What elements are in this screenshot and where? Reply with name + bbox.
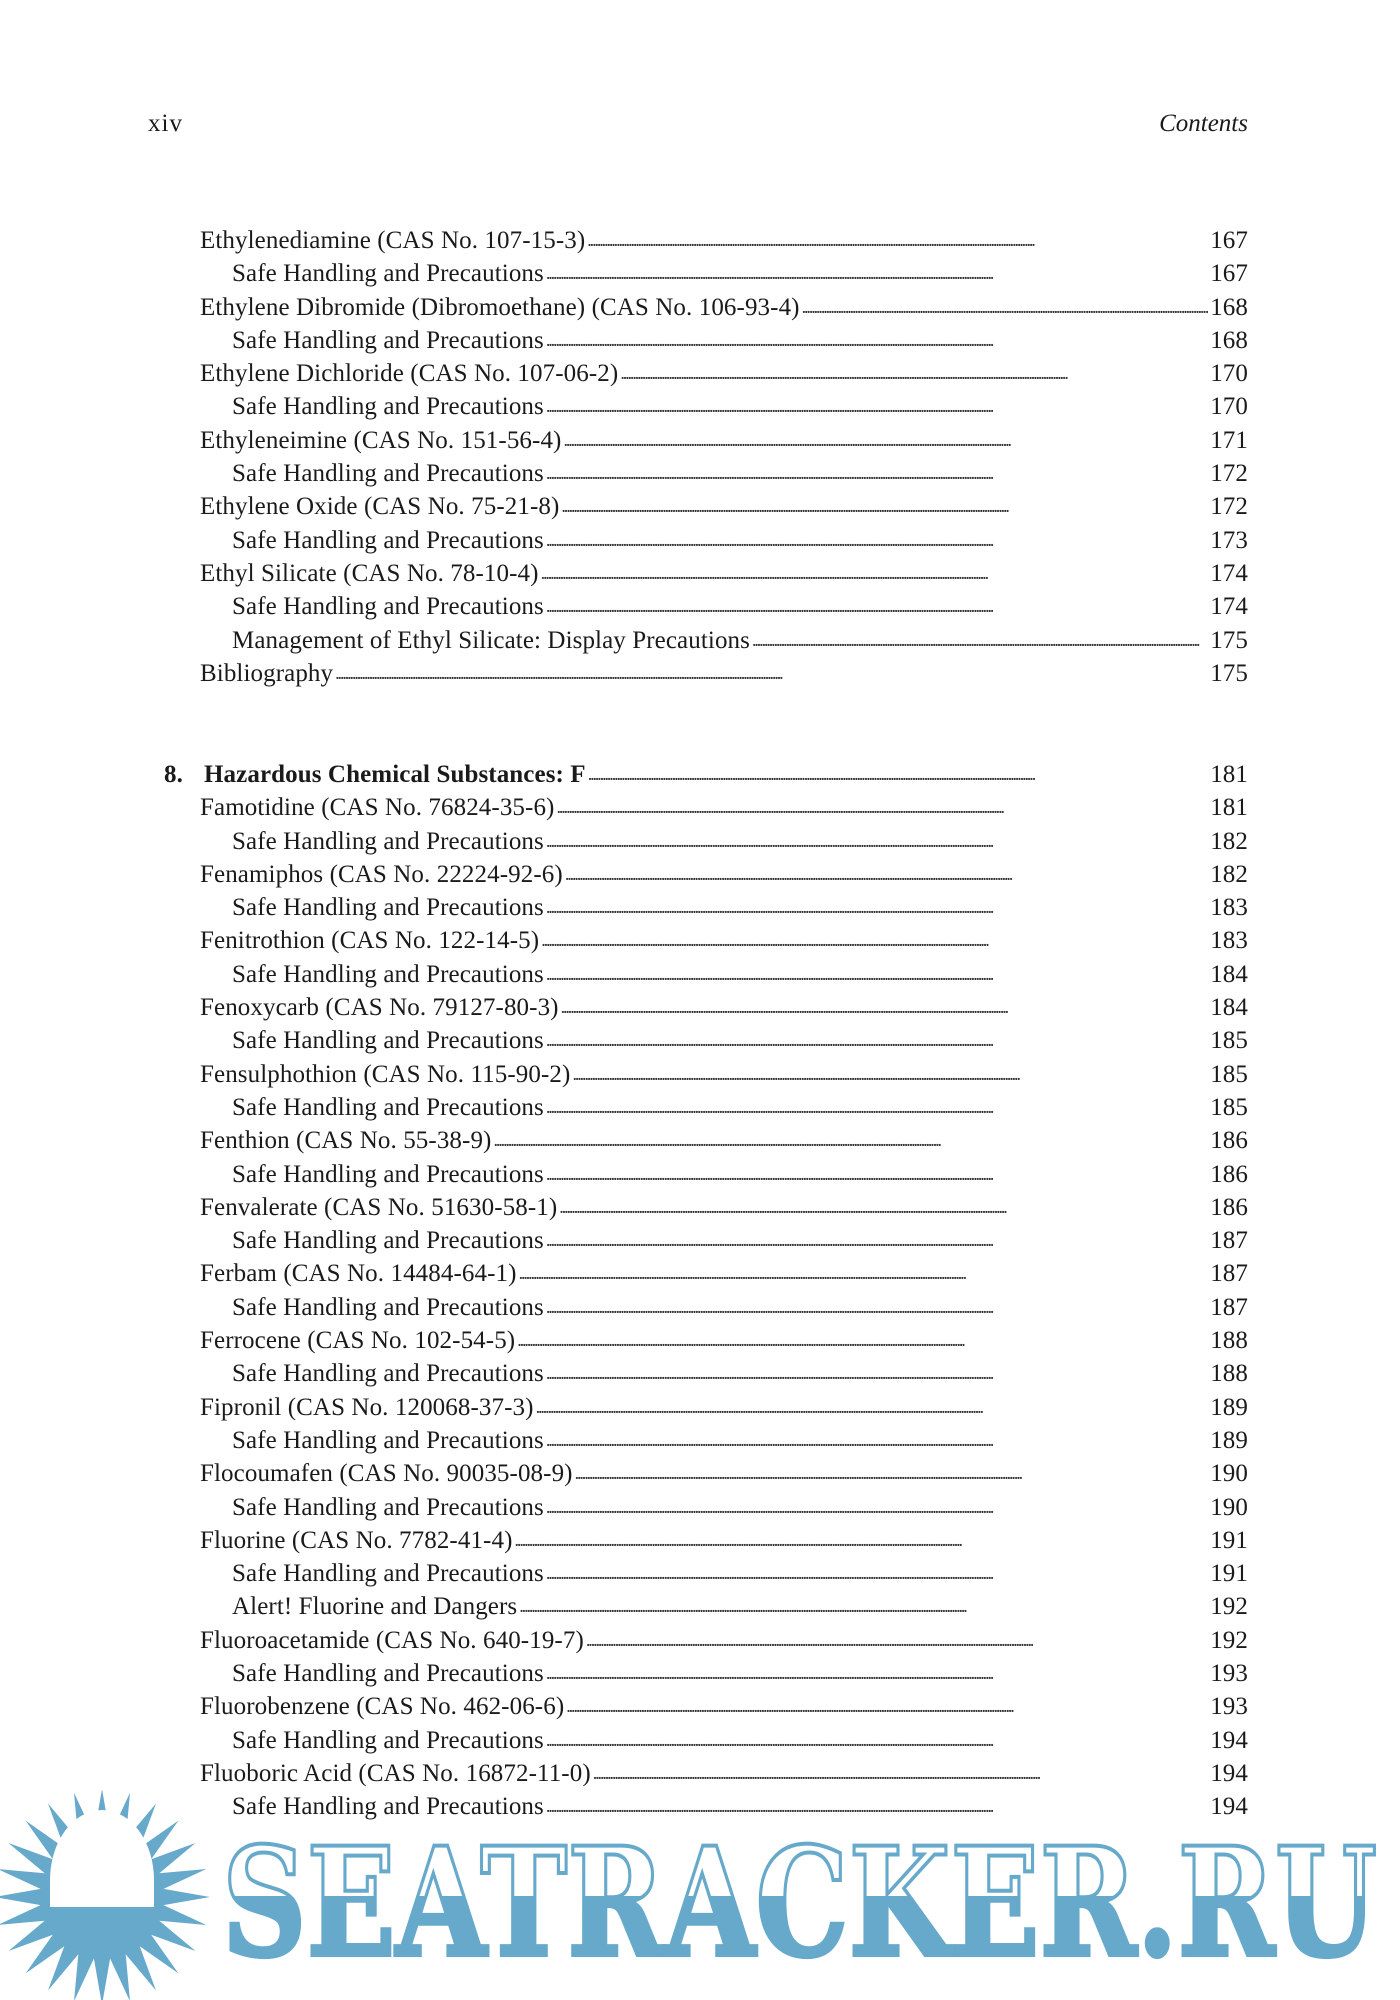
toc-entry[interactable] — [160, 390, 1248, 423]
entry-title: Safe Handling and Precautions — [232, 1793, 544, 1821]
indent — [160, 524, 232, 557]
entry-title: Safe Handling and Precautions — [232, 1493, 544, 1521]
entry-title: Alert! Fluorine and Dangers — [232, 1593, 518, 1621]
dot-leader — [561, 991, 1209, 1024]
entry-page-number: 187 — [1210, 1227, 1248, 1255]
entry-title: Safe Handling and Precautions — [232, 460, 544, 488]
entry-title: Famotidine (CAS No. 76824-35-6) — [200, 794, 555, 822]
toc-entry[interactable] — [160, 891, 1248, 924]
indent — [160, 1757, 200, 1790]
dot-leader — [546, 891, 1208, 924]
toc-entry[interactable] — [160, 1690, 1248, 1723]
entry-page-number: 170 — [1210, 360, 1248, 388]
indent — [160, 1491, 232, 1524]
indent — [160, 858, 200, 891]
entry-title: Flocoumafen (CAS No. 90035-08-9) — [200, 1460, 573, 1488]
toc-entry[interactable] — [160, 1491, 1248, 1524]
dot-leader — [546, 1557, 1208, 1590]
entry-title: Safe Handling and Precautions — [232, 960, 544, 988]
toc-entry[interactable] — [160, 557, 1248, 590]
indent — [160, 1391, 200, 1424]
indent — [160, 1291, 232, 1324]
toc-entry[interactable] — [160, 624, 1248, 657]
dot-leader — [588, 758, 1209, 791]
indent — [160, 1124, 200, 1157]
entry-page-number: 187 — [1210, 1260, 1248, 1288]
toc-entry[interactable] — [160, 1058, 1248, 1091]
entry-page-number: 185 — [1210, 1060, 1248, 1088]
toc-entry[interactable] — [160, 224, 1248, 257]
toc-entry[interactable] — [160, 1590, 1248, 1623]
dot-leader — [561, 490, 1208, 523]
toc-entry[interactable] — [160, 1124, 1248, 1157]
entry-title: Fluorine (CAS No. 7782-41-4) — [200, 1526, 513, 1554]
entry-page-number: 181 — [1210, 794, 1248, 822]
dot-leader — [546, 324, 1208, 357]
indent — [160, 1257, 200, 1290]
indent — [160, 424, 200, 457]
toc-chapter-entry[interactable] — [160, 758, 1248, 791]
page-number: xiv — [148, 110, 183, 137]
dot-leader — [546, 1424, 1208, 1457]
entry-title: Ethylene Dibromide (Dibromoethane) (CAS No. 106-93-4) — [200, 293, 800, 321]
toc-entry[interactable] — [160, 825, 1248, 858]
indent — [160, 1058, 200, 1091]
entry-page-number: 182 — [1210, 860, 1248, 888]
dot-leader — [546, 390, 1208, 423]
entry-page-number: 186 — [1210, 1160, 1248, 1188]
entry-page-number: 192 — [1210, 1626, 1248, 1654]
running-head: Contents — [1159, 110, 1248, 137]
entry-page-number: 188 — [1210, 1327, 1248, 1355]
entry-page-number: 194 — [1210, 1759, 1248, 1787]
indent — [160, 1624, 200, 1657]
indent — [160, 291, 200, 324]
entry-title: Fenvalerate (CAS No. 51630-58-1) — [200, 1193, 558, 1221]
toc-entry[interactable] — [160, 1757, 1248, 1790]
dot-leader — [563, 424, 1208, 457]
sun-icon — [0, 1790, 210, 2000]
indent — [160, 357, 200, 390]
entry-title: Safe Handling and Precautions — [232, 326, 544, 354]
entry-page-number: 194 — [1210, 1793, 1248, 1821]
dot-leader — [802, 291, 1209, 324]
dot-leader — [556, 791, 1208, 824]
entry-title: Safe Handling and Precautions — [232, 1293, 544, 1321]
entry-title: Fipronil (CAS No. 120068-37-3) — [200, 1393, 534, 1421]
toc-entry[interactable] — [160, 1224, 1248, 1257]
toc-entry[interactable] — [160, 924, 1248, 957]
entry-title: Fluoroacetamide (CAS No. 640-19-7) — [200, 1626, 584, 1654]
entry-page-number: 168 — [1210, 326, 1248, 354]
entry-page-number: 192 — [1210, 1593, 1248, 1621]
toc-entry[interactable] — [160, 1424, 1248, 1457]
toc-entry[interactable] — [160, 1557, 1248, 1590]
dot-leader — [546, 257, 1208, 290]
entry-title: Safe Handling and Precautions — [232, 1360, 544, 1388]
dot-leader — [566, 1690, 1208, 1723]
entry-page-number: 171 — [1210, 426, 1248, 454]
watermark-logo — [0, 1790, 1400, 2000]
indent — [160, 1357, 232, 1390]
dot-leader — [572, 1058, 1208, 1091]
indent — [160, 1557, 232, 1590]
toc-entry[interactable] — [160, 1624, 1248, 1657]
toc-entry[interactable] — [160, 457, 1248, 490]
dot-leader — [565, 858, 1208, 891]
dot-leader — [587, 224, 1208, 257]
entry-page-number: 173 — [1210, 526, 1248, 554]
dot-leader — [546, 1357, 1208, 1390]
toc-entry[interactable] — [160, 1457, 1248, 1490]
entry-title: Safe Handling and Precautions — [232, 894, 544, 922]
entry-title: Fenamiphos (CAS No. 22224-92-6) — [200, 860, 563, 888]
toc-entry[interactable] — [160, 524, 1248, 557]
entry-page-number: 172 — [1210, 493, 1248, 521]
watermark-text: SEATRACKER.RU — [222, 1815, 1377, 1991]
entry-title: Safe Handling and Precautions — [232, 1660, 544, 1688]
dot-leader — [519, 1590, 1208, 1623]
dot-leader — [586, 1624, 1208, 1657]
entry-title: Fluoboric Acid (CAS No. 16872-11-0) — [200, 1759, 591, 1787]
entry-page-number: 184 — [1210, 960, 1248, 988]
toc-section-continued — [160, 224, 1248, 690]
entry-page-number: 189 — [1210, 1393, 1248, 1421]
dot-leader — [493, 1124, 1208, 1157]
dot-leader — [541, 557, 1209, 590]
entry-page-number: 185 — [1210, 1027, 1248, 1055]
toc-entry[interactable] — [160, 357, 1248, 390]
dot-leader — [546, 524, 1208, 557]
toc-entry[interactable] — [160, 1091, 1248, 1124]
dot-leader — [335, 657, 1208, 690]
indent — [160, 1424, 232, 1457]
indent — [160, 991, 200, 1024]
entry-page-number: 175 — [1210, 626, 1248, 654]
dot-leader — [546, 1291, 1208, 1324]
indent — [160, 224, 200, 257]
indent — [160, 1224, 232, 1257]
indent — [160, 891, 232, 924]
entry-title: Fenoxycarb (CAS No. 79127-80-3) — [200, 994, 559, 1022]
entry-title: Safe Handling and Precautions — [232, 1227, 544, 1255]
toc-entry[interactable] — [160, 257, 1248, 290]
entry-page-number: 183 — [1210, 894, 1248, 922]
entry-page-number: 190 — [1210, 1493, 1248, 1521]
toc-entry[interactable] — [160, 791, 1248, 824]
toc-entry[interactable] — [160, 958, 1248, 991]
dot-leader — [546, 457, 1208, 490]
indent — [160, 1690, 200, 1723]
toc-entry[interactable] — [160, 1524, 1248, 1557]
toc-entry[interactable] — [160, 1324, 1248, 1357]
indent — [160, 457, 232, 490]
entry-page-number: 191 — [1210, 1526, 1248, 1554]
indent — [160, 1524, 200, 1557]
indent — [160, 924, 200, 957]
toc-entry[interactable] — [160, 657, 1248, 690]
indent — [160, 390, 232, 423]
entry-title: Fluorobenzene (CAS No. 462-06-6) — [200, 1693, 565, 1721]
dot-leader — [546, 590, 1208, 623]
entry-page-number: 174 — [1210, 593, 1248, 621]
entry-page-number: 194 — [1210, 1726, 1248, 1754]
entry-title: Safe Handling and Precautions — [232, 393, 544, 421]
entry-page-number: 172 — [1210, 460, 1248, 488]
toc-entry[interactable] — [160, 1357, 1248, 1390]
dot-leader — [541, 924, 1208, 957]
entry-page-number: 193 — [1210, 1693, 1248, 1721]
entry-title: Safe Handling and Precautions — [232, 1726, 544, 1754]
entry-title: Safe Handling and Precautions — [232, 1426, 544, 1454]
indent — [160, 557, 200, 590]
dot-leader — [546, 1224, 1208, 1257]
toc-entry[interactable] — [160, 1191, 1248, 1224]
entry-page-number: 184 — [1210, 994, 1248, 1022]
indent — [160, 1024, 232, 1057]
dot-leader — [546, 825, 1208, 858]
entry-title: Safe Handling and Precautions — [232, 260, 544, 288]
dot-leader — [519, 1257, 1209, 1290]
indent — [160, 1457, 200, 1490]
entry-page-number: 193 — [1210, 1660, 1248, 1688]
entry-page-number: 174 — [1210, 559, 1248, 587]
indent — [160, 324, 232, 357]
entry-title: Ethylene Oxide (CAS No. 75-21-8) — [200, 493, 560, 521]
entry-title: Ethylenediamine (CAS No. 107-15-3) — [200, 227, 586, 254]
chapter-number: 8. — [164, 761, 183, 788]
entry-title: Ferbam (CAS No. 14484-64-1) — [200, 1260, 517, 1288]
entry-title: Fenthion (CAS No. 55-38-9) — [200, 1127, 492, 1155]
toc-entry[interactable] — [160, 590, 1248, 623]
dot-leader — [546, 1491, 1208, 1524]
dot-leader — [546, 1091, 1208, 1124]
entry-title: Safe Handling and Precautions — [232, 1027, 544, 1055]
indent — [160, 825, 232, 858]
entry-title: Safe Handling and Precautions — [232, 1160, 544, 1188]
indent — [160, 958, 232, 991]
entry-page-number: 168 — [1210, 293, 1248, 321]
dot-leader — [546, 958, 1208, 991]
indent — [160, 590, 232, 623]
dot-leader — [546, 1657, 1208, 1690]
toc-entry[interactable] — [160, 490, 1248, 523]
indent — [160, 1657, 232, 1690]
dot-leader — [546, 1024, 1208, 1057]
indent — [160, 1158, 232, 1191]
entry-page-number: 189 — [1210, 1426, 1248, 1454]
entry-title: Bibliography — [200, 659, 334, 687]
toc-chapter-8 — [160, 758, 1248, 1824]
entry-title: Hazardous Chemical Substances: F — [204, 761, 586, 788]
entry-title: Ferrocene (CAS No. 102-54-5) — [200, 1327, 516, 1355]
entry-title: Safe Handling and Precautions — [232, 526, 544, 554]
dot-leader — [536, 1391, 1209, 1424]
toc-entry[interactable] — [160, 1257, 1248, 1290]
entry-page-number: 170 — [1210, 393, 1248, 421]
entry-page-number: 188 — [1210, 1360, 1248, 1388]
entry-page-number: 182 — [1210, 827, 1248, 855]
entry-title: Ethyl Silicate (CAS No. 78-10-4) — [200, 559, 539, 587]
toc-entry[interactable] — [160, 1391, 1248, 1424]
dot-leader — [517, 1324, 1208, 1357]
indent — [160, 1724, 232, 1757]
entry-page-number: 185 — [1210, 1093, 1248, 1121]
entry-title: Safe Handling and Precautions — [232, 1560, 544, 1588]
indent — [160, 1191, 200, 1224]
entry-page-number: 191 — [1210, 1560, 1248, 1588]
entry-page-number: 175 — [1210, 659, 1248, 687]
entry-page-number: 181 — [1210, 761, 1248, 788]
toc-entry[interactable] — [160, 991, 1248, 1024]
indent — [160, 490, 200, 523]
entry-page-number: 187 — [1210, 1293, 1248, 1321]
entry-title: Ethylene Dichloride (CAS No. 107-06-2) — [200, 360, 619, 388]
indent — [160, 257, 232, 290]
indent — [160, 791, 200, 824]
toc-entry[interactable] — [160, 1158, 1248, 1191]
entry-page-number: 186 — [1210, 1127, 1248, 1155]
dot-leader — [620, 357, 1208, 390]
dot-leader — [752, 624, 1208, 657]
dot-leader — [546, 1724, 1208, 1757]
entry-page-number: 183 — [1210, 927, 1248, 955]
toc-entry[interactable] — [160, 324, 1248, 357]
entry-title: Ethyleneimine (CAS No. 151-56-4) — [200, 426, 562, 454]
entry-title: Safe Handling and Precautions — [232, 827, 544, 855]
dot-leader — [546, 1158, 1208, 1191]
indent — [160, 657, 200, 690]
dot-leader — [515, 1524, 1209, 1557]
entry-page-number: 190 — [1210, 1460, 1248, 1488]
entry-title: Fenitrothion (CAS No. 122-14-5) — [200, 927, 540, 955]
entry-title: Safe Handling and Precautions — [232, 593, 544, 621]
entry-title: Fensulphothion (CAS No. 115-90-2) — [200, 1060, 571, 1088]
entry-page-number: 186 — [1210, 1193, 1248, 1221]
indent — [160, 624, 232, 657]
dot-leader — [559, 1191, 1208, 1224]
indent — [160, 1324, 200, 1357]
entry-title: Management of Ethyl Silicate: Display Precautions — [232, 626, 750, 654]
indent — [160, 1590, 232, 1623]
dot-leader — [575, 1457, 1209, 1490]
toc-entry[interactable] — [160, 1024, 1248, 1057]
dot-leader — [593, 1757, 1208, 1790]
toc-entry[interactable] — [160, 1291, 1248, 1324]
toc-entry[interactable] — [160, 1724, 1248, 1757]
entry-page-number: 167 — [1210, 260, 1248, 288]
toc-entry[interactable] — [160, 1657, 1248, 1690]
toc-entry[interactable] — [160, 424, 1248, 457]
entry-title: Safe Handling and Precautions — [232, 1093, 544, 1121]
toc-entry[interactable] — [160, 291, 1248, 324]
toc-entry[interactable] — [160, 858, 1248, 891]
entry-page-number: 167 — [1210, 227, 1248, 254]
indent — [160, 1091, 232, 1124]
